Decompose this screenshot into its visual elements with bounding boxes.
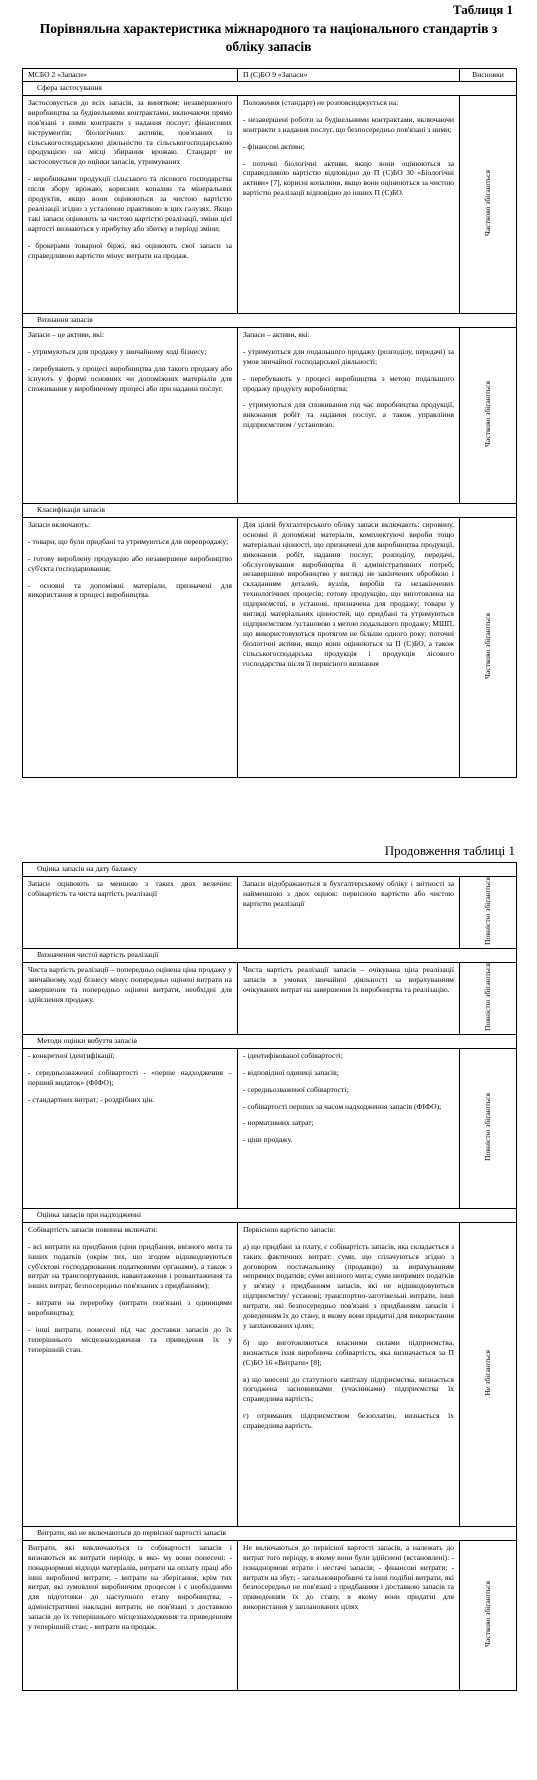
conclusion-text: Частково збігаються	[483, 380, 493, 447]
conclusion-text: Повністю збігаються	[483, 877, 493, 945]
paragraph: - нормативних затрат;	[243, 1118, 314, 1128]
paragraph: Запаси оцінюють за меншою з таких двох величин: собівартість та чиста вартість реалізації	[28, 879, 232, 898]
nas-cell	[238, 327, 460, 503]
conclusion-text: Частково збігаються	[483, 1580, 493, 1647]
paragraph: - витрати на переробку (витрати пов'язані з одиницями виробництва);	[28, 1298, 232, 1318]
nas-cell	[238, 1540, 460, 1690]
paragraph: б) що виготовляються власними силами підприємства, визнається їхня виробнича собівартість, яка визначається за П (С)БО 16 «Витрати» [8];	[243, 1337, 454, 1367]
table-continuation-label: Продовження таблиці 1	[384, 843, 515, 858]
conclusion-text: Не збігаються	[483, 1350, 493, 1396]
table-row	[23, 95, 517, 313]
paragraph: Для цілей бухгалтерського обліку запаси включають: сировину, основні й допоміжні матеріали, комплектуючі вироби тощо матеріальні цінності, що призначені для виробництва продукції, виконання робіт, надання послуг, розподілу, передачі, обслуговування виробництва й адміністративних потреб; незавершене виробництво у вигляді не закінчених обробкою і складанням деталей, вузлів, виробів та незакінчених технологічних процесів; готову продукцію, що виготовлена на підприємстві, в установі, призначена для продажу; товари у вигляді матеріальних цінностей, що придбані та утримуються підприємством /установою з метою подальшого продажу; МШП, що використовуються протягом не більше одного року; поточні біологічні активи, якщо вони оцінюються за П (С)БО, а також сільськогосподарська продукція і продукція лісового господарства після її первісного визнання	[243, 519, 454, 668]
nas-cell	[238, 95, 460, 313]
conclusion-text: Повністю збігаються	[483, 962, 493, 1031]
table-row	[23, 1048, 517, 1208]
section-title: Оцінка запасів на дату балансу	[23, 863, 517, 877]
conclusion-cell	[460, 327, 517, 503]
document-title: Порівняльна характеристика міжнародного та національного стандартів з обліку запасів	[39, 21, 498, 54]
nas-cell	[238, 962, 460, 1034]
ias-cell	[23, 1540, 238, 1690]
section-title: Визнання запасів	[23, 313, 517, 327]
ias-cell	[23, 1222, 238, 1526]
conclusion-cell	[460, 877, 517, 949]
ias-cell	[23, 962, 238, 1034]
paragraph: - середньозваженої собівартості - «перше надходження – перший видаток» (ФІФО);	[28, 1067, 232, 1087]
paragraph: - всі витрати на придбання (ціни придбання, ввізного мита та інших податків (окрім тих, що згодом відшкодовуються суб'єктові господарювання податковими органами), а також з витрат на транспортування, навантаження і розвантаження та інших витрат, безпосередньо пов'язаних з придбанням);	[28, 1241, 232, 1291]
header-conclusions: Висновки	[460, 69, 517, 82]
paragraph: - стандартних витрат; - роздрібних цін.	[28, 1094, 155, 1104]
paragraph: - собівартості перших за часом надходження запасів (ФІФО);	[243, 1101, 442, 1111]
ias-cell	[23, 1048, 238, 1208]
conclusion-text: Частково збігаються	[483, 169, 493, 236]
paragraph: в) що внесені до статутного капіталу підприємства, визнається погоджена засновниками (учасниками) підприємства їх справедлива вартість;	[243, 1374, 454, 1404]
table-row	[23, 327, 517, 503]
conclusion-text: Повністю збігаються	[483, 1092, 493, 1161]
conclusion-cell	[460, 1540, 517, 1690]
paragraph: - перебувають у процесі виробництва для такого продажу або існують у формі основних чи допоміжних матеріалів для споживання у виробничому процесі або при наданні послуг.	[28, 363, 232, 393]
nas-cell	[238, 517, 460, 777]
paragraph: Запаси – активи, які:	[243, 329, 310, 339]
paragraph: Запаси відображаються в бухгалтерському обліку і звітності за найменшою з двох оцінок: первісною вартістю або чистою вартістю реалізації	[243, 879, 454, 908]
header-ias: МСБО 2 «Запаси»	[23, 69, 238, 82]
paragraph: Витрати, які виключаються із собівартості запасів і визнаються як витрати періоду, в яко- му вони понесені: - понаднормові відходи матеріалів, витрати на оплату праці або інші виробничі витрати; - витрати на зберігання, крім тих витрат, які зумовлені виробничим процесом і є необхідними для підготовки до наступного етапу виробництва; - адміністративні накладні витрати, не пов'язані з доставкою запасів до їх теперішнього місцезнаходження та приведенням у теперішній стан; - витрати на продаж.	[28, 1542, 232, 1632]
ias-cell	[23, 877, 238, 949]
conclusion-cell	[460, 962, 517, 1034]
section-title: Методи оцінки вибуття запасів	[23, 1034, 517, 1048]
table-row	[23, 1540, 517, 1690]
paragraph: - виробниками продукції сільського та лісового господарства після збору врожаю, корисних копалин та мінеральних продуктів, якщо вони оцінюються за чистою вартістю реалізації згідно з усталеною практикою в цих галузях. Якщо такі запаси оцінюють за чистою вартістю реалізації, зміни цієї вартості визнаються у прибутку або збитку в періоді зміни;	[28, 174, 232, 233]
paragraph: Собівартість запасів повинна включати:	[28, 1224, 158, 1234]
paragraph: Первісною вартістю запасів:	[243, 1224, 336, 1234]
section-title: Витрати, які не включаються до первісної вартості запасів	[23, 1526, 517, 1540]
paragraph: - незавершені роботи за будівельними контрактами, включаючи контракти з надання послуг, що безпосередньо пов'язані з ними;	[243, 114, 454, 134]
paragraph: - середньозваженої собівартості;	[243, 1084, 349, 1094]
paragraph: - відповідної одиниці запасів;	[243, 1067, 339, 1077]
comparison-table-part-1	[22, 68, 517, 778]
paragraph: Запаси – це активи, які:	[28, 329, 105, 339]
table-row	[23, 1222, 517, 1526]
comparison-table-part-2	[22, 862, 517, 1691]
ias-cell	[23, 517, 238, 777]
paragraph: Не включаються до первісної вартості запасів, а належать до витрат того періоду, в якому вони були здійснені (встановлені): - понаднормові втрати і нестачі запасів; - фінансові витрати; - витрати на збут; - загальновиробничі та інші подібні витрати, які безпосередньо не пов'язані з придбанням і доставкою запасів та приведенням їх до стану, в якому вони придатні для використання у запланованих цілях	[243, 1542, 454, 1612]
paragraph: - перебувають у процесі виробництва з метою подальшого продажу продукту виробництва;	[243, 373, 454, 393]
paragraph: - поточні біологічні активи, якщо вони оцінюються за справедливою вартістю відповідно до П (С)БО 30 «Біологічні активи» [7], корисні копалини, якщо вони оцінюються за чистою вартістю реалізації відповідно до інших П (С)БО.	[243, 158, 454, 198]
paragraph: Чиста вартість реалізації запасів – очікувана ціна реалізації запасів в умовах звичайної діяльності за вирахуванням очікуваних витрат на завершення їх виробництва та реалізацію.	[243, 964, 454, 994]
paragraph: - основні та допоміжні матеріали, призначені для використання в процесі виробництва.	[28, 580, 232, 600]
section-title: Визначення чистої вартість реалізації	[23, 948, 517, 962]
paragraph: - фінансові активи;	[243, 141, 305, 151]
paragraph: - утримуються для подальшого продажу (розподілу, передачі) за умов звичайної господарської діяльності;	[243, 346, 454, 366]
paragraph: Застосовується до всіх запасів, за винятком: незавершеного виробництва за будівельними контрактами, включаючи прямо пов'язані з ними контракти з надання послуг; фінансових інструментів; біологічних активів, пов'язаних із сільськогосподарською діяльністю та сільськогосподарською продукцією на місці збирання врожаю. Стандарт не застосовується до оцінки запасів, утримуваних	[28, 97, 232, 167]
paragraph: а) що придбані за плату, є собівартість запасів, яка складається з таких фактичних витрат: суми, що сплачуються згідно з договором постачальнику (продавцю) за вирахуванням непрямих податків; суми ввізного мита; суми непрямих податків у зв'язку з придбанням запасів, які не відшкодовуються підприємству/ установі; транспортно-заготівельні витрати, інші витрати, які безпосередньо пов'язані з придбанням запасів і доведенням їх до стану, в якому вони придатні для використання у запланованих цілях;	[243, 1241, 454, 1330]
paragraph: - інші витрати, понесені під час доставки запасів до їх теперішнього місцезнаходження та приведення їх у теперішній стан.	[28, 1325, 232, 1354]
paragraph: Положення (стандарт) не розповсюджується на:	[243, 97, 399, 107]
conclusion-cell	[460, 95, 517, 313]
ias-cell	[23, 95, 238, 313]
header-nas: П (С)БО 9 «Запаси»	[238, 69, 460, 82]
table-row	[23, 962, 517, 1034]
conclusion-cell	[460, 1222, 517, 1526]
paragraph: Запаси включають:	[28, 519, 90, 529]
paragraph: - утримуються для споживання під час виробництва продукції, виконання робіт та надання послуг, а також управління підприємством / установою.	[243, 400, 454, 430]
conclusion-cell	[460, 1048, 517, 1208]
paragraph: - ціни продажу.	[243, 1135, 293, 1145]
paragraph: Чиста вартість реалізації – попередньо оцінена ціна продажу у звичайному ході бізнесу мінус попередньо оцінені витрати на завершення та попередньо оцінені витрати, необхідні для здійснення продажу.	[28, 964, 232, 1004]
conclusion-cell	[460, 517, 517, 777]
paragraph: г) отриманих підприємством безоплатно, визнається їх справедлива вартість.	[243, 1411, 454, 1431]
paragraph: - утримуються для продажу у звичайному ході бізнесу;	[28, 346, 207, 356]
table-row	[23, 517, 517, 777]
section-title: Класифікація запасів	[23, 503, 517, 517]
nas-cell	[238, 877, 460, 949]
table-number: Таблиця 1	[452, 2, 513, 17]
section-title: Сфера застосування	[23, 81, 517, 95]
table-row	[23, 877, 517, 949]
paragraph: - ідентифікованої собівартості;	[243, 1050, 343, 1060]
conclusion-text: Частково збігаються	[483, 612, 493, 679]
nas-cell	[238, 1222, 460, 1526]
nas-cell	[238, 1048, 460, 1208]
paragraph: - готову вироблену продукцію або незавершене виробництво суб'єкта господарювання;	[28, 553, 232, 573]
ias-cell	[23, 327, 238, 503]
paragraph: - товари, що були придбані та утримуються для перепродажу;	[28, 536, 229, 546]
paragraph: - конкретної ідентифікації;	[28, 1050, 115, 1060]
paragraph: - брокерами товарної біржі, які оцінюють свої запаси за справедливою вартістю мінус витрати на продаж.	[28, 240, 232, 260]
section-title: Оцінка запасів при надходженні	[23, 1208, 517, 1222]
